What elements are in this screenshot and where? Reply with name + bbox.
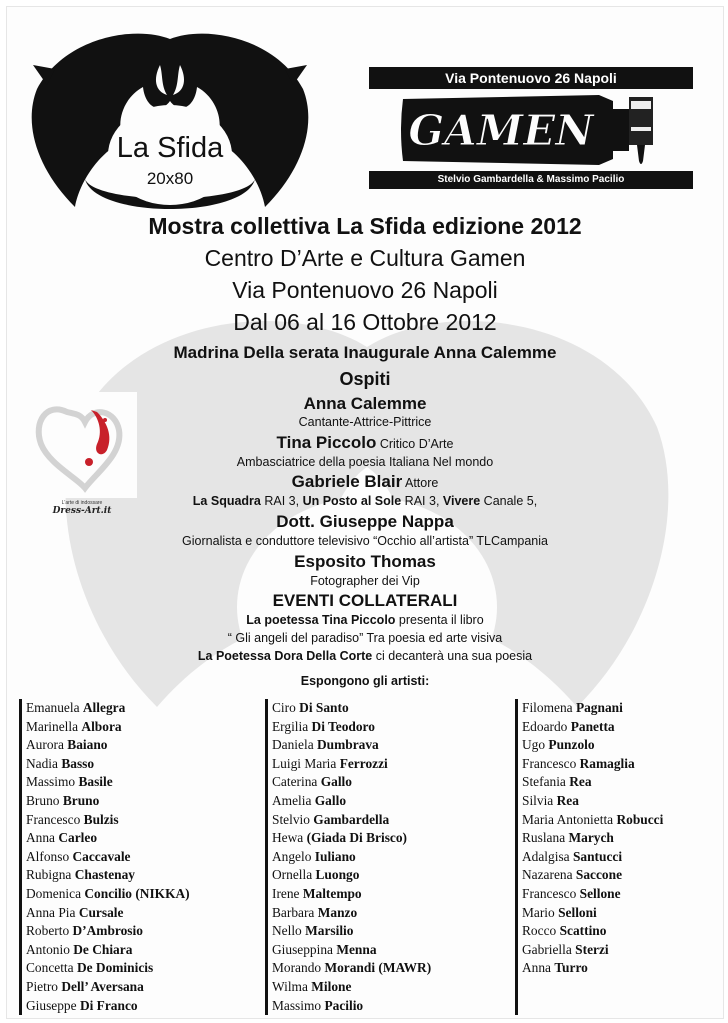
flyer-page — [6, 6, 724, 1019]
gamen-address: Via Pontenuovo 26 Napoli — [369, 67, 693, 89]
artist-entry — [26, 848, 190, 867]
credit-channel: RAI 3, — [401, 494, 443, 508]
artist-first-name: Anna — [26, 830, 59, 846]
guest-role: Attore — [402, 476, 439, 490]
artist-last-name: Sellone — [579, 885, 621, 901]
artist-entry — [272, 866, 431, 885]
events-heading: EVENTI COLLATERALI — [272, 591, 458, 610]
dress-art-tagline: L'arte di indossare — [61, 500, 103, 506]
artist-entry — [26, 718, 190, 737]
artist-first-name: Roberto — [26, 923, 73, 939]
artist-last-name: Albora — [81, 718, 122, 734]
artist-last-name: Cursale — [78, 904, 124, 920]
artist-first-name: Massimo — [272, 997, 325, 1013]
artist-entry — [26, 959, 190, 978]
artist-first-name: Caterina — [272, 774, 321, 790]
artist-last-name: Dell’ Aversana — [61, 978, 144, 994]
artist-first-name: Antonio — [26, 941, 74, 957]
artist-last-name: Maltempo — [302, 885, 362, 901]
credit-channel: RAI 3, — [260, 494, 303, 508]
guest-role: Critico D’Arte — [376, 437, 454, 451]
guest-name: Esposito Thomas — [294, 552, 436, 571]
artist-first-name: Concetta — [26, 960, 77, 976]
artist-first-name: Alfonso — [26, 848, 73, 864]
artist-last-name: Marsilio — [305, 923, 354, 939]
artist-last-name: Di Franco — [79, 997, 138, 1013]
artist-first-name: Hewa — [272, 830, 307, 846]
guest-desc: Fotographer dei Vip — [310, 574, 420, 588]
artist-last-name: Di Santo — [299, 700, 349, 715]
event-dates: Dal 06 al 16 Ottobre 2012 — [233, 309, 497, 335]
artist-entry — [272, 959, 431, 978]
artist-entry — [26, 904, 190, 923]
event-line-3 — [7, 649, 723, 663]
artist-last-name: Saccone — [575, 867, 623, 883]
artist-last-name: Bulzis — [83, 811, 119, 827]
artist-last-name: Caccavale — [72, 848, 131, 864]
artist-first-name: Filomena — [522, 700, 576, 715]
la-sfida-logo — [25, 29, 315, 219]
artist-last-name: De Chiara — [73, 941, 133, 957]
artist-entry — [272, 736, 431, 755]
artist-first-name: Daniela — [272, 737, 317, 753]
artist-last-name: De Dominicis — [76, 960, 154, 976]
artist-entry — [522, 792, 663, 811]
credit-show: La Squadra — [192, 494, 261, 508]
artist-entry — [272, 773, 431, 792]
artist-last-name: Ramaglia — [579, 755, 635, 771]
artist-entry — [26, 978, 190, 997]
artist-last-name: Dumbrava — [316, 737, 379, 753]
artists-column-3 — [515, 699, 663, 1015]
gamen-banner — [369, 63, 693, 197]
guest-name: Gabriele Blair — [291, 472, 403, 491]
venue-address: Via Pontenuovo 26 Napoli — [232, 277, 498, 303]
artist-first-name: Marinella — [26, 718, 82, 734]
artist-last-name: Manzo — [317, 904, 358, 920]
artist-entry — [272, 904, 431, 923]
artist-entry — [26, 811, 190, 830]
artist-first-name: Massimo — [26, 774, 79, 790]
artist-entry — [522, 699, 663, 718]
artist-last-name: Concilio (NIKKA) — [84, 885, 190, 901]
credit-channel: Canale 5, — [480, 494, 538, 508]
artist-entry — [26, 922, 190, 941]
event-text: ci decanterà una sua poesia — [372, 649, 533, 663]
artist-entry — [272, 829, 431, 848]
artist-first-name: Wilma — [272, 978, 312, 994]
artist-last-name: Scattino — [559, 923, 607, 939]
artist-entry — [272, 718, 431, 737]
event-text: presenta il libro — [395, 613, 484, 627]
artist-first-name: Gabriella — [522, 941, 576, 957]
artist-first-name: Rubigna — [26, 867, 75, 883]
credit-show: Vivere — [442, 494, 481, 508]
guest-name-line — [7, 552, 723, 572]
artist-last-name: D’Ambrosio — [72, 923, 143, 939]
artist-entry — [272, 792, 431, 811]
artist-first-name: Pietro — [26, 978, 62, 994]
artist-last-name: Turro — [554, 960, 588, 976]
artist-last-name: Milone — [311, 978, 352, 994]
artists-heading: Espongono gli artisti: — [300, 674, 430, 688]
artist-last-name: Basile — [78, 774, 113, 790]
artist-last-name: Punzolo — [548, 737, 595, 753]
venue-name: Centro D’Arte e Cultura Gamen — [204, 245, 526, 271]
artist-last-name: Baiano — [67, 737, 108, 753]
artist-last-name: Gambardella — [313, 811, 390, 827]
artist-first-name: Adalgisa — [522, 848, 573, 864]
artist-entry — [272, 885, 431, 904]
artist-entry — [522, 941, 663, 960]
artist-entry — [26, 866, 190, 885]
artist-entry — [272, 755, 431, 774]
artist-last-name: Santucci — [572, 848, 623, 864]
artist-entry — [272, 848, 431, 867]
guest-desc: Giornalista e conduttore televisivo “Occhio all’artista” TLCampania — [182, 534, 548, 548]
artist-first-name: Giuseppe — [26, 997, 80, 1013]
artist-last-name: Marych — [568, 830, 614, 846]
artist-entry — [522, 736, 663, 755]
artist-last-name: Pacilio — [324, 997, 364, 1013]
artist-first-name: Stelvio — [272, 811, 314, 827]
guests-heading: Ospiti — [339, 369, 391, 389]
artist-last-name: Ferrozzi — [339, 755, 388, 771]
artist-first-name: Aurora — [26, 737, 68, 753]
artist-last-name: Allegra — [82, 700, 126, 715]
artist-entry — [522, 773, 663, 792]
artist-entry — [272, 699, 431, 718]
artist-last-name: Panetta — [570, 718, 615, 734]
artist-last-name: Bruno — [62, 792, 100, 808]
guest-desc: Cantante-Attrice-Pittrice — [298, 415, 432, 429]
artist-entry — [272, 941, 431, 960]
event-poet: La poetessa Tina Piccolo — [246, 613, 396, 627]
artist-first-name: Nazarena — [522, 867, 576, 883]
artist-entry — [26, 997, 190, 1016]
guest-name: Anna Calemme — [303, 394, 427, 413]
artist-last-name: Rea — [556, 792, 579, 808]
artist-first-name: Ergilia — [272, 718, 312, 734]
artist-entry — [26, 829, 190, 848]
dress-art-brand: Dress-Art.it — [52, 506, 112, 516]
artist-first-name: Amelia — [272, 792, 315, 808]
artist-entry — [522, 866, 663, 885]
artist-first-name: Rocco — [522, 923, 560, 939]
event-poet: La Poetessa Dora Della Corte — [197, 649, 373, 663]
logo-size: 20x80 — [146, 169, 194, 188]
twin-birds-logo-icon — [25, 29, 315, 219]
artist-entry — [522, 829, 663, 848]
artist-entry — [522, 718, 663, 737]
artist-first-name: Ugo — [522, 737, 549, 753]
artist-first-name: Francesco — [522, 885, 580, 901]
artist-last-name: Morandi (MAWR) — [324, 960, 432, 976]
guest-desc: Ambasciatrice della poesia Italiana Nel mondo — [236, 455, 494, 469]
event-title: Mostra collettiva La Sfida edizione 2012 — [148, 213, 582, 239]
dress-art-logo — [27, 392, 137, 524]
artist-entry — [26, 885, 190, 904]
event-line-2: “ Gli angeli del paradiso” Tra poesia ed arte visiva — [227, 631, 503, 645]
gamen-founders: Stelvio Gambardella & Massimo Pacilio — [369, 171, 693, 189]
logo-name: La Sfida — [116, 132, 224, 164]
artist-first-name: Bruno — [26, 792, 63, 808]
artist-entry — [26, 755, 190, 774]
artist-last-name: Robucci — [616, 811, 664, 827]
artist-first-name: Angelo — [272, 848, 315, 864]
artist-last-name: Pagnani — [575, 700, 623, 715]
artist-entry — [272, 978, 431, 997]
artist-entry — [272, 997, 431, 1016]
credit-show: Un Posto al Sole — [302, 494, 402, 508]
artist-first-name: Nadia — [26, 755, 62, 771]
artist-last-name: Basso — [61, 755, 95, 771]
artist-last-name: Gallo — [320, 774, 352, 790]
artist-last-name: Menna — [336, 941, 377, 957]
artist-entry — [26, 773, 190, 792]
artist-first-name: Mario — [522, 904, 559, 920]
artist-first-name: Emanuela — [26, 700, 83, 715]
artist-first-name: Barbara — [272, 904, 318, 920]
artist-first-name: Irene — [272, 885, 303, 901]
artist-first-name: Giuseppina — [272, 941, 337, 957]
guest-name: Tina Piccolo — [276, 433, 377, 452]
artist-entry — [26, 792, 190, 811]
artist-last-name: Gallo — [314, 792, 347, 808]
artist-first-name: Silvia — [522, 792, 557, 808]
artist-entry — [26, 699, 190, 718]
madrina-line: Madrina Della serata Inaugurale Anna Calemme — [173, 343, 557, 362]
artist-entry — [522, 755, 663, 774]
event-line-1 — [7, 613, 723, 627]
artist-first-name: Morando — [272, 960, 325, 976]
artist-first-name: Francesco — [522, 755, 580, 771]
artist-last-name: Selloni — [558, 904, 597, 920]
artist-first-name: Ciro — [272, 700, 300, 715]
artist-entry — [272, 922, 431, 941]
paint-tube-icon — [399, 91, 669, 169]
artist-first-name: Anna Pia — [26, 904, 79, 920]
artist-entry — [26, 941, 190, 960]
guest-name: Dott. Giuseppe Nappa — [276, 512, 454, 531]
artist-first-name: Ornella — [272, 867, 316, 883]
artist-first-name: Maria Antonietta — [522, 811, 617, 827]
artist-entry — [272, 811, 431, 830]
artist-last-name: Chastenay — [74, 867, 135, 883]
heart-splash-icon — [27, 392, 137, 498]
artist-first-name: Anna — [522, 960, 555, 976]
artist-last-name: Di Teodoro — [311, 718, 375, 734]
artist-entry — [522, 848, 663, 867]
artist-last-name: Sterzi — [575, 941, 609, 957]
artist-entry — [522, 959, 663, 978]
artist-entry — [522, 904, 663, 923]
artists-column-2 — [265, 699, 431, 1015]
artist-entry — [522, 922, 663, 941]
artist-first-name: Domenica — [26, 885, 85, 901]
artist-last-name: Rea — [569, 774, 592, 790]
artist-first-name: Luigi Maria — [272, 755, 340, 771]
artist-first-name: Stefania — [522, 774, 570, 790]
artist-entry — [522, 885, 663, 904]
artist-first-name: Nello — [272, 923, 306, 939]
artists-column-1 — [19, 699, 190, 1015]
artist-last-name: Carleo — [58, 830, 98, 846]
artist-last-name: Luongo — [315, 867, 360, 883]
artist-last-name: (Giada Di Brisco) — [306, 830, 408, 846]
artist-entry — [26, 736, 190, 755]
artist-first-name: Edoardo — [522, 718, 571, 734]
artist-first-name: Ruslana — [522, 830, 569, 846]
gamen-brand: GAMEN — [408, 106, 594, 155]
artist-entry — [522, 811, 663, 830]
artist-first-name: Francesco — [26, 811, 84, 827]
artist-last-name: Iuliano — [314, 848, 356, 864]
